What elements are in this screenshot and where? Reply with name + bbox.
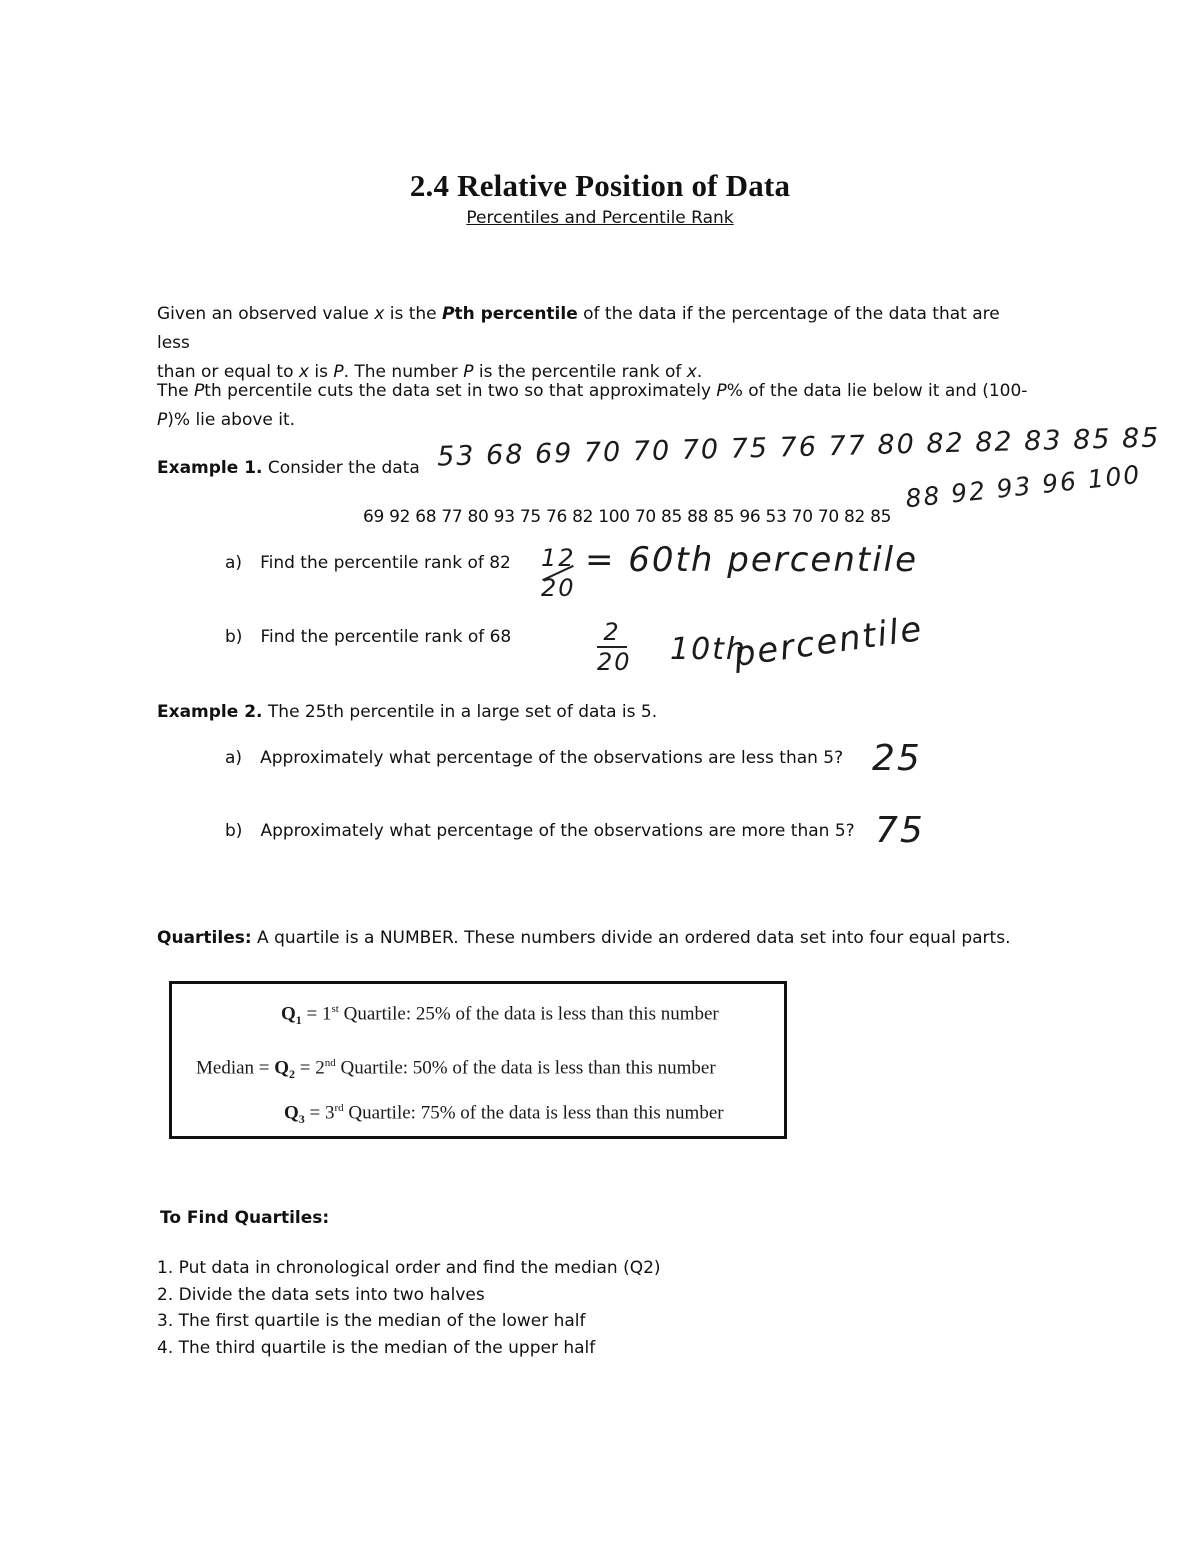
page-subtitle: Percentiles and Percentile Rank bbox=[466, 208, 734, 228]
to-find-heading: To Find Quartiles: bbox=[160, 1208, 330, 1228]
example1-b: b) Find the percentile rank of 68 bbox=[225, 627, 512, 647]
quartile-q2-line: Median = $Q_2 = 2nd$ Quartile: 50% of the data is less than this number bbox=[196, 1057, 716, 1082]
step-item: 2. Divide the data sets into two halves bbox=[157, 1284, 485, 1305]
handwritten-answer-b-word: percentile bbox=[731, 608, 926, 676]
handwritten-fraction-b: 2 20 bbox=[597, 618, 632, 676]
quartiles-definition: Quartiles: A quartile is a NUMBER. These numbers divide an ordered data set into four equal parts. bbox=[157, 928, 1011, 948]
cut-paragraph: The Pth percentile cuts the data set in two so that approximately P% of the data lie below it and (100- P)% lie above it. bbox=[157, 381, 1028, 430]
quartile-q3-line: $Q_3 = 3rd$ Quartile: 75% of the data is less than this number bbox=[284, 1102, 724, 1127]
step-item: 1. Put data in chronological order and find the median (Q2) bbox=[157, 1258, 661, 1278]
example2-b: b) Approximately what percentage of the observations are more than 5? bbox=[225, 821, 855, 841]
handwritten-answer-75: 75 bbox=[875, 810, 925, 851]
example2-a: a) Approximately what percentage of the observations are less than 5? bbox=[225, 748, 844, 768]
handwritten-answer-b-ordinal: 10th bbox=[670, 632, 747, 667]
page-title: 2.4 Relative Position of Data bbox=[409, 168, 791, 203]
handwritten-sorted-data-line1: 53 68 69 70 70 70 75 76 77 80 82 82 83 85 85 bbox=[436, 422, 1161, 473]
quartile-q1-line: $Q_1 = 1st$ Quartile: 25% of the data is less than this number bbox=[281, 1003, 719, 1028]
example2-intro: Example 2. The 25th percentile in a large set of data is 5. bbox=[157, 702, 658, 722]
step-item: 3. The first quartile is the median of the lower half bbox=[157, 1311, 586, 1331]
handwritten-sorted-data-line2: 88 92 93 96 100 bbox=[904, 459, 1143, 514]
handwritten-answer-25: 25 bbox=[872, 738, 922, 779]
example1-a: a) Find the percentile rank of 82 bbox=[225, 553, 511, 573]
to-find-steps bbox=[157, 1255, 661, 1361]
example1-data: 69 92 68 77 80 93 75 76 82 100 70 85 88 85 96 53 70 70 82 85 bbox=[363, 507, 892, 527]
step-item: 4. The third quartile is the median of the upper half bbox=[157, 1337, 596, 1358]
example1-intro: Example 1. Consider the data bbox=[157, 458, 420, 478]
handwritten-fraction-a: 12 20 bbox=[541, 544, 576, 602]
definition-paragraph: Given an observed value x is the Pth percentile of the data if the percentage of the data that are less than or equal to x is P. The number P is the percentile rank of x. bbox=[157, 304, 1000, 382]
handwritten-answer-a: = 60th percentile bbox=[585, 540, 919, 580]
